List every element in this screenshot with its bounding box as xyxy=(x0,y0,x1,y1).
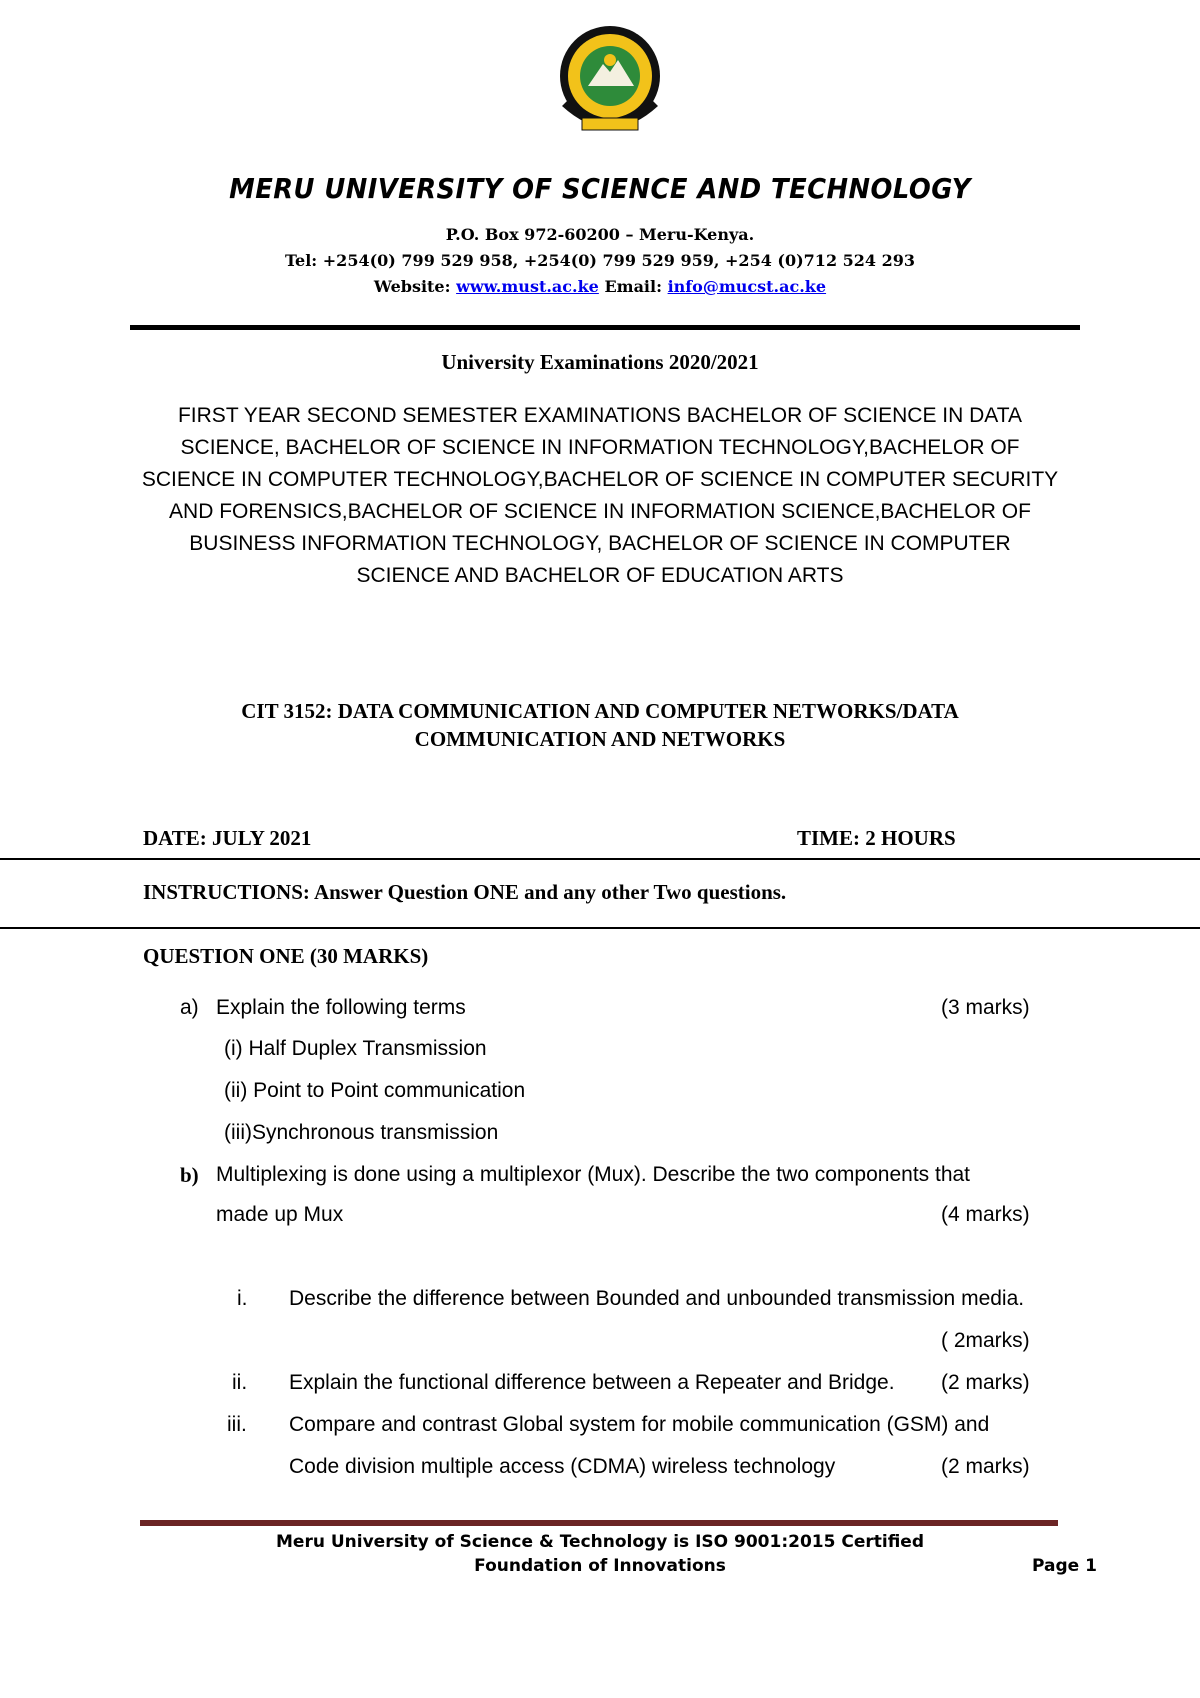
sub-question-marks: ( 2marks) xyxy=(941,1329,1030,1352)
instructions: INSTRUCTIONS: Answer Question ONE and any other Two questions. xyxy=(143,880,787,904)
exam-year-title: University Examinations 2020/2021 xyxy=(441,350,759,374)
page-number: Page 1 xyxy=(1032,1556,1097,1576)
footer-divider xyxy=(140,1520,1058,1526)
header-divider xyxy=(130,325,1080,330)
sub-question-text: Compare and contrast Global system for mobile communication (GSM) and xyxy=(289,1413,990,1436)
course-title xyxy=(140,697,1060,753)
part-b-marks: (4 marks) xyxy=(941,1203,1030,1226)
website-label: Website: xyxy=(373,277,451,296)
course-title-line-2: COMMUNICATION AND NETWORKS xyxy=(414,727,786,751)
sub-question-marks: (2 marks) xyxy=(941,1455,1030,1478)
exam-time: TIME: 2 HOURS xyxy=(797,826,956,850)
sub-question-label: ii. xyxy=(232,1371,248,1394)
part-a-item: (ii) Point to Point communication xyxy=(224,1079,526,1102)
part-a-item: (iii)Synchronous transmission xyxy=(224,1121,499,1144)
part-b-line-2: made up Mux xyxy=(216,1203,344,1226)
part-a-item: (i) Half Duplex Transmission xyxy=(224,1037,487,1060)
part-b-label: b) xyxy=(180,1163,199,1187)
sub-question-text: Code division multiple access (CDMA) wireless technology xyxy=(289,1455,836,1478)
course-title-line-1: CIT 3152: DATA COMMUNICATION AND COMPUTER NETWORKS/DATA xyxy=(241,699,959,723)
sub-question-text: Describe the difference between Bounded and unbounded transmission media. xyxy=(289,1287,1025,1310)
website-link[interactable]: www.must.ac.ke xyxy=(456,277,599,296)
part-a-text: Explain the following terms xyxy=(216,996,466,1019)
iso-certification: Meru University of Science & Technology is ISO 9001:2015 Certified xyxy=(276,1532,924,1552)
motto: Foundation of Innovations xyxy=(474,1556,726,1576)
programmes-list: FIRST YEAR SECOND SEMESTER EXAMINATIONS BACHELOR OF SCIENCE IN DATA SCIENCE, BACHELOR OF SCIENCE IN INFORMATION TECHNOLOGY,BACHELOR OF SCIENCE IN COMPUTER TECHNOLOGY,BACHELOR OF SCIENCE IN COMPUTER SECURITY AND FORENSICS,BACHELOR OF SCIENCE IN INFORMATION SCIENCE,BACHELOR OF BUSINESS INFORMATION TECHNOLOGY, BACHELOR OF SCIENCE IN COMPUTER SCIENCE AND BACHELOR OF EDUCATION ARTS xyxy=(141,404,1059,587)
university-logo xyxy=(548,20,672,144)
sub-question-label: i. xyxy=(237,1287,248,1310)
university-name: MERU UNIVERSITY OF SCIENCE AND TECHNOLOGY xyxy=(229,172,971,205)
divider xyxy=(0,927,1200,929)
sub-question-text: Explain the functional difference between a Repeater and Bridge. xyxy=(289,1371,895,1394)
email-link[interactable]: info@mucst.ac.ke xyxy=(667,277,827,296)
telephone: Tel: +254(0) 799 529 958, +254(0) 799 529 959, +254 (0)712 524 293 xyxy=(284,251,916,270)
part-b-line-1: Multiplexing is done using a multiplexor (Mux). Describe the two components that xyxy=(216,1163,971,1186)
address: P.O. Box 972-60200 – Meru-Kenya. xyxy=(445,225,755,244)
web-email-line xyxy=(0,277,1200,296)
sub-question-label: iii. xyxy=(227,1413,247,1436)
exam-date: DATE: JULY 2021 xyxy=(143,826,312,850)
question-one-heading: QUESTION ONE (30 MARKS) xyxy=(143,944,429,968)
email-label: Email: xyxy=(604,277,662,296)
part-a-marks: (3 marks) xyxy=(941,996,1030,1019)
part-a-label: a) xyxy=(180,996,199,1019)
sub-question-marks: (2 marks) xyxy=(941,1371,1030,1394)
divider xyxy=(0,858,1200,860)
